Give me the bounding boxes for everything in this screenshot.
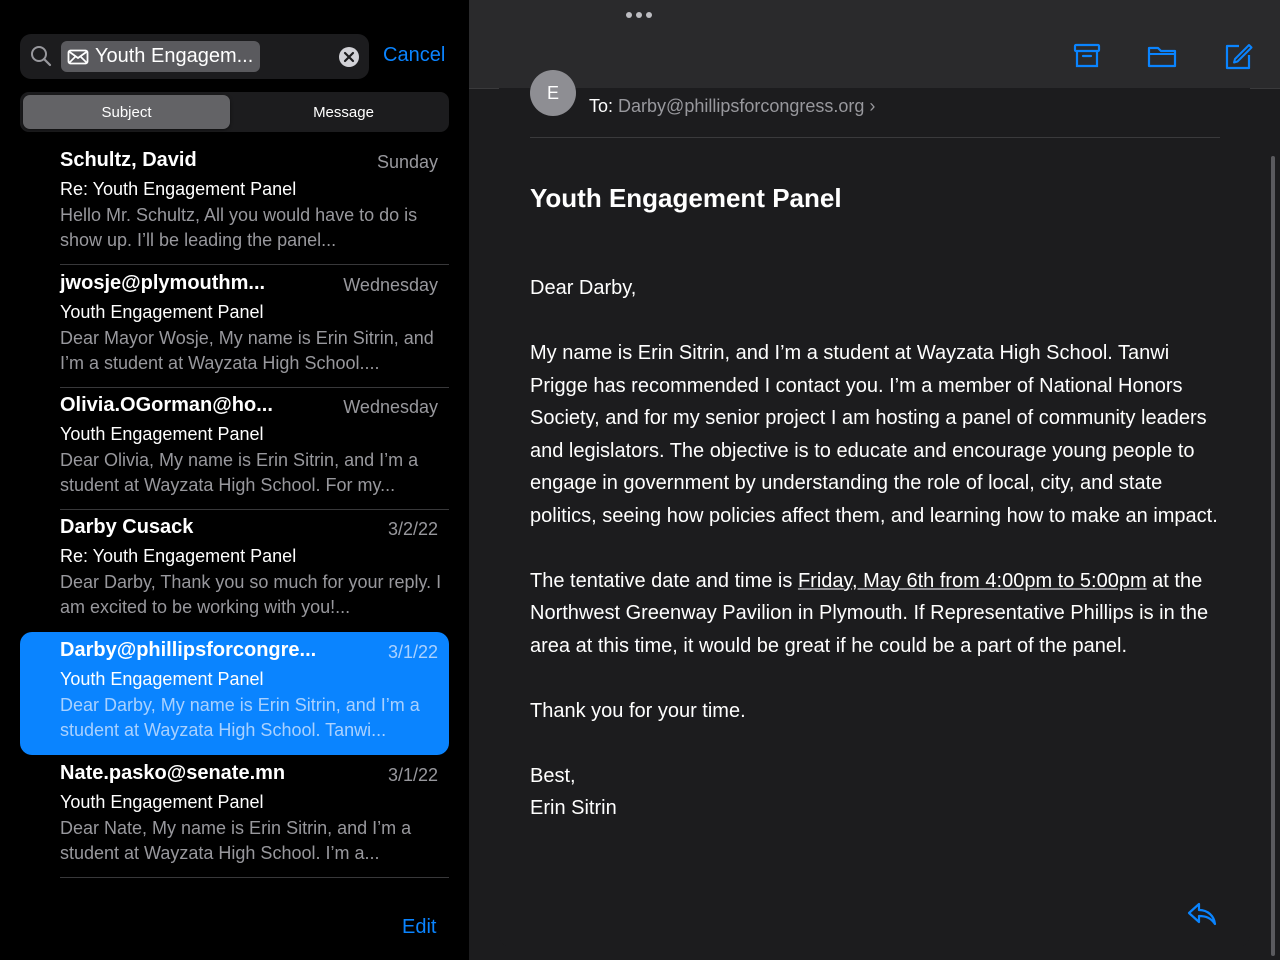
message-row[interactable] (20, 265, 449, 388)
message-date: Sunday (376, 152, 438, 172)
archive-icon[interactable] (1071, 40, 1103, 72)
segment-message[interactable]: Message (313, 103, 374, 121)
segment-subject[interactable]: Subject (23, 95, 230, 129)
email-body (530, 272, 1230, 825)
message-sender: Darby@phillipsforcongre... (60, 639, 317, 661)
search-scope-control (20, 92, 449, 132)
message-row[interactable] (20, 509, 449, 632)
search-field[interactable] (20, 34, 369, 79)
message-subject: Youth Engagement Panel (60, 792, 264, 812)
to-label: To: (589, 96, 614, 116)
message-sender: jwosje@plymouthm... (60, 272, 266, 294)
message-date: 3/1/22 (387, 765, 438, 785)
message-sender: Schultz, David (60, 149, 197, 171)
recipient-address[interactable]: Darby@phillipsforcongress.org (618, 96, 865, 116)
message-preview: Dear Nate, My name is Erin Sitrin, and I’m a student at Wayzata High School. I’m a... (60, 818, 412, 863)
email-paragraph: My name is Erin Sitrin, and I’m a student at Wayzata High School. Tanwi Prigge has recommended I contact you. I’m a member of National Honors Society, and for my senior project I am hosting a panel of community leaders and legislators. The objective is to educate and encourage young people to engage in government by understanding the role of local, city, and state politics, seeing how policies affect them, and learning how to make an impact. (530, 342, 1218, 527)
message-row[interactable] (20, 142, 449, 265)
message-sender: Olivia.OGorman@ho... (60, 394, 273, 416)
message-sender: Nate.pasko@senate.mn (60, 762, 286, 784)
message-subject: Youth Engagement Panel (60, 302, 264, 322)
clear-search-icon[interactable] (338, 46, 360, 68)
edit-button[interactable]: Edit (402, 916, 437, 938)
row-separator (60, 877, 449, 878)
sender-avatar[interactable]: E (530, 70, 576, 116)
email-thanks: Thank you for your time. (530, 699, 746, 722)
message-row[interactable] (20, 387, 449, 510)
message-list-pane (0, 0, 468, 960)
email-subject: Youth Engagement Panel (530, 183, 842, 213)
reply-icon[interactable] (1186, 900, 1218, 928)
message-date: Wednesday (343, 275, 438, 295)
detail-toolbar (469, 0, 1280, 89)
search-icon (29, 44, 53, 68)
header-divider (530, 137, 1220, 138)
message-subject: Youth Engagement Panel (60, 424, 264, 444)
email-paragraph: The tentative date and time is Friday, May 6th from 4:00pm to 5:00pm at the Northwest Greenway Pavilion in Plymouth. If Representative Phillips is in the area at this time, it would be great if he could be a part of the panel. (530, 569, 1209, 657)
message-preview: Dear Darby, My name is Erin Sitrin, and I’m a student at Wayzata High School. Tanwi... (60, 695, 420, 740)
email-greeting: Dear Darby, (530, 277, 637, 299)
message-subject: Re: Youth Engagement Panel (60, 179, 297, 199)
message-preview: Dear Olivia, My name is Erin Sitrin, and I’m a student at Wayzata High School. For my... (60, 450, 419, 495)
message-row-selected[interactable] (20, 632, 449, 755)
message-date: 3/1/22 (387, 642, 438, 662)
email-signature: Erin Sitrin (530, 797, 617, 819)
message-sender: Darby Cusack (60, 516, 194, 538)
message-preview: Dear Darby, Thank you so much for your reply. I am excited to be working with you!... (60, 572, 442, 617)
message-subject: Re: Youth Engagement Panel (60, 546, 297, 566)
recipient-line[interactable] (589, 96, 875, 117)
event-date-link[interactable]: Friday, May 6th from 4:00pm to 5:00pm (797, 569, 1147, 592)
message-date: Wednesday (343, 397, 438, 417)
search-token-label: Youth Engagem... (95, 45, 254, 67)
email-closing: Best, (530, 764, 576, 787)
chevron-right-icon: › (869, 96, 876, 116)
compose-icon[interactable] (1222, 40, 1254, 72)
message-subject: Youth Engagement Panel (60, 669, 264, 689)
message-preview: Hello Mr. Schultz, All you would have to do is show up. I’ll be leading the panel... (60, 205, 418, 250)
message-preview: Dear Mayor Wosje, My name is Erin Sitrin, and I’m a student at Wayzata High School.... (60, 328, 434, 373)
cancel-button[interactable]: Cancel (383, 44, 446, 66)
multitasking-dots-icon[interactable] (626, 12, 652, 18)
message-date: 3/2/22 (387, 519, 438, 539)
message-row[interactable] (20, 755, 449, 878)
search-token[interactable] (61, 41, 260, 72)
scrollbar[interactable] (1271, 156, 1275, 956)
envelope-icon (67, 49, 89, 65)
folder-icon[interactable] (1146, 40, 1178, 72)
